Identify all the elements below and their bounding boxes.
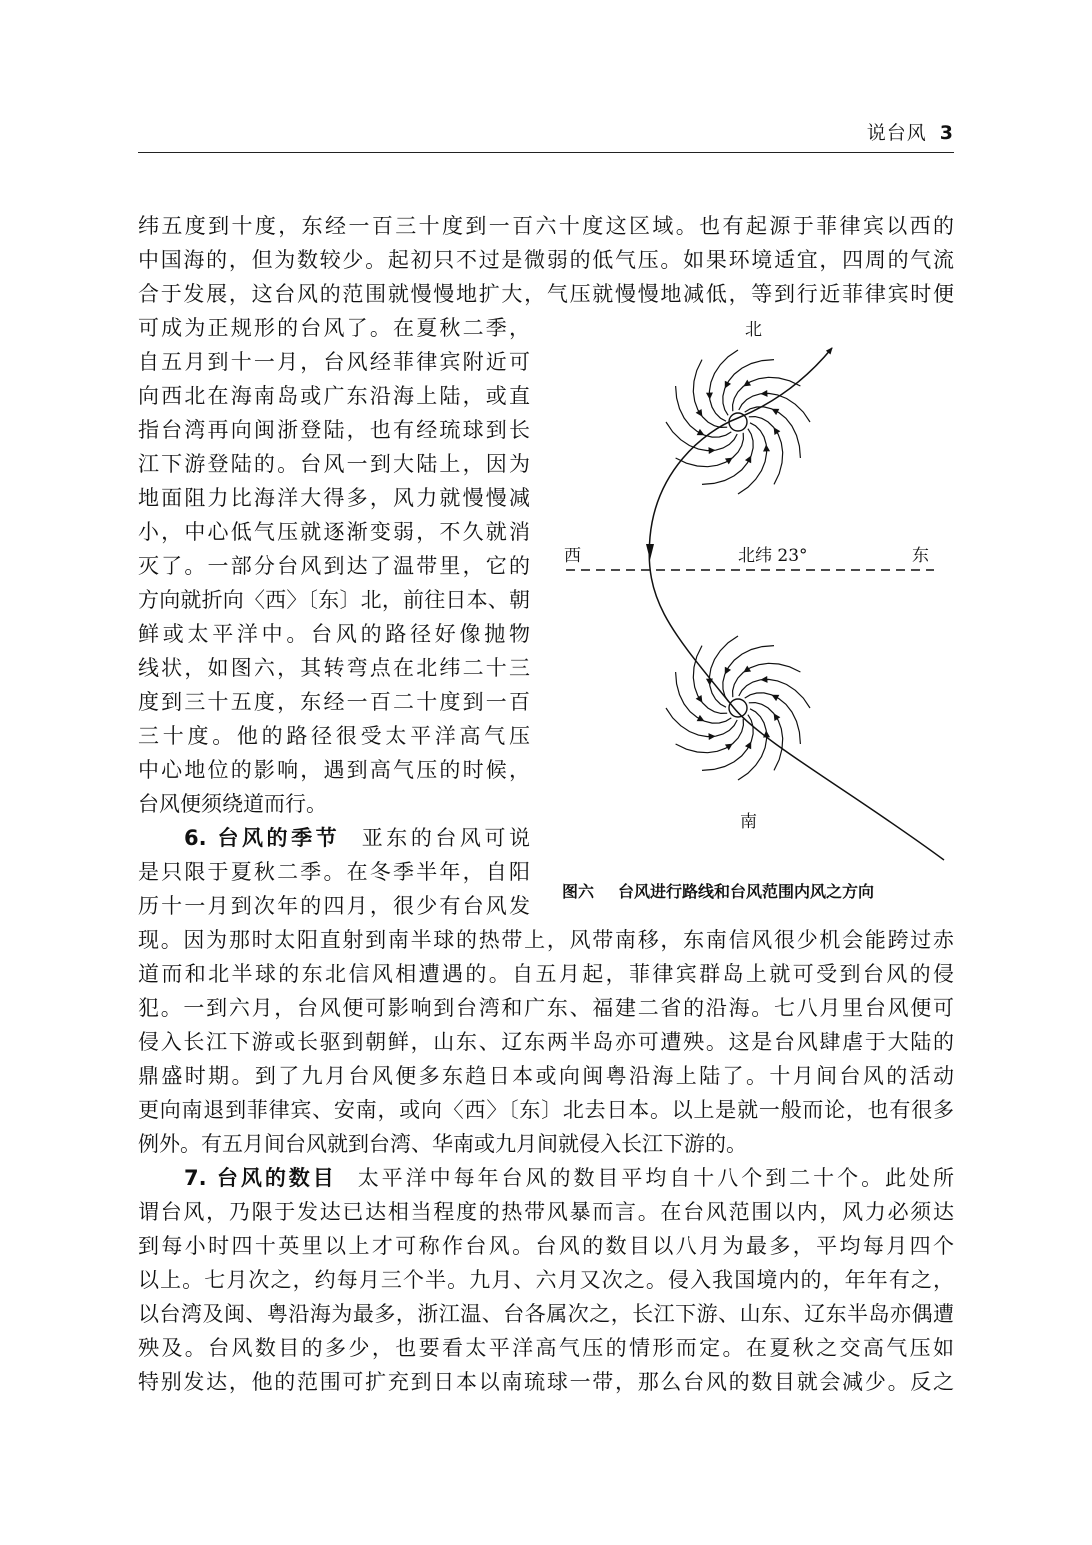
figure-typhoon-path [552,312,954,872]
wind-arrow-icon [708,733,715,740]
body-line: 鼎盛时期。到了九月台风便多东趋日本或向闽粤沿海上陆了。十月间台风的活动 [138,1064,954,1088]
wind-arm [738,423,767,494]
wind-arm [666,422,737,451]
body-line: 台风便须绕道而行。 [138,792,327,816]
track-arrow-icon [646,544,654,560]
wind-arrow-icon [763,730,770,737]
section-6-first-line [138,821,530,855]
wind-arrow-icon [763,444,770,451]
body-line: 历十一月到次年的四月，很少有台风发 [138,894,530,918]
section-7-first-line [138,1161,954,1195]
label-east: 东 [912,546,929,566]
body-line: 江下游登陆的。台风一到大陆上，因为 [138,452,530,476]
body-line: 三十度。他的路径很受太平洋高气压 [138,724,530,748]
wind-arrow-icon [696,695,703,703]
body-line: 是只限于夏秋二季。在冬季半年，自阳 [138,860,530,884]
figure-caption [562,880,954,904]
body-line: 道而和北半球的东北信风相遭遇的。自五月起，菲律宾群岛上就可受到台风的侵 [138,962,954,986]
typhoon-path-diagram [552,312,954,872]
body-line: 可成为正规形的台风了。在夏秋二季， [138,316,530,340]
body-line: 以台湾及闽、粤沿海为最多，浙江温、台各属次之，长江下游、山东、辽东半岛亦偶遭 [138,1302,954,1326]
label-south: 南 [740,812,757,832]
header-title: 说台风 [866,122,927,144]
section-7-heading: 7. 台风的数目 [184,1166,337,1190]
body-line: 更向南退到菲律宾、安南，或向〈西〉〔东〕北去日本。以上是就一般而论，也有很多 [138,1098,954,1122]
body-line: 指台湾再向闽浙登陆，也有经琉球到长 [138,418,530,442]
body-line: 合于发展，这台风的范围就慢慢地扩大，气压就慢慢地减低，等到行近菲律宾时便 [138,282,954,306]
body-line: 地面阻力比海洋大得多，风力就慢慢减 [138,486,530,510]
wind-arrow-icon [774,427,781,435]
header-rule [138,152,954,153]
wind-arrow-icon [743,666,751,673]
body-line: 纬五度到十度，东经一百三十度到一百六十度这区域。也有起源于菲律宾以西的 [138,214,954,238]
label-latitude: 北纬 23° [738,546,808,566]
wind-arm [738,709,767,780]
storm-eye [729,699,747,717]
body-line: 灭了。一部分台风到达了温带里，它的 [138,554,530,578]
body-line: 谓台风，乃限于发达已达相当程度的热带风暴而言。在台风范围以内，风力必须达 [138,1200,954,1224]
storm-south [666,636,810,780]
typhoon-track [649,348,944,860]
wind-arrow-icon [696,409,703,417]
wind-arrow-icon [708,447,715,454]
caption-number: 图六 [562,882,595,901]
body-line: 线状，如图六，其转弯点在北纬二十三 [138,656,530,680]
section-6-heading: 6. 台风的季节 [184,826,341,850]
wind-arm [666,708,737,737]
page-number: 3 [939,122,954,144]
body-line: 度到三十五度，东经一百二十度到一百 [138,690,530,714]
wind-arrow-icon [760,676,767,683]
label-west: 西 [564,546,581,566]
body-line: 中国海的，但为数较少。起初只不过是微弱的低气压。如果环境适宜，四周的气流 [138,248,954,272]
body-line: 到每小时四十英里以上才可称作台风。台风的数目以八月为最多，平均每月四个 [138,1234,954,1258]
body-line: 鲜或太平洋中。台风的路径好像抛物 [138,622,530,646]
body-line: 特别发达，他的范围可扩充到日本以南琉球一带，那么台风的数目就会减少。反之 [138,1370,954,1394]
body-line: 侵入长江下游或长驱到朝鲜，山东、辽东两半岛亦可遭殃。这是台风肆虐于大陆的 [138,1030,954,1054]
body-line: 向西北在海南岛或广东沿海上陆，或直 [138,384,530,408]
wind-arm [739,393,810,422]
storm-north [666,350,810,494]
section-6-text: 亚东的台风可说 [358,826,531,850]
wind-arrow-icon [725,458,733,465]
wind-arrow-icon [743,380,751,387]
wind-arrow-icon [706,392,713,399]
caption-text: 台风进行路线和台风范围内风之方向 [618,882,875,901]
running-header [138,118,954,145]
body-line: 殃及。台风数目的多少，也要看太平洋高气压的情形而定。在夏秋之交高气压如 [138,1336,954,1360]
body-line: 例外。有五月间台风就到台湾、华南或九月间就侵入长江下游的。 [138,1132,747,1156]
label-north: 北 [745,320,762,340]
body-line: 小，中心低气压就逐渐变弱，不久就消 [138,520,530,544]
wind-arrow-icon [774,713,781,721]
body-line: 犯。一到六月，台风便可影响到台湾和广东、福建二省的沿海。七八月里台风便可 [138,996,954,1020]
body-line: 自五月到十一月，台风经菲律宾附近可 [138,350,530,374]
storm-eye [729,413,747,431]
wind-arrow-icon [760,390,767,397]
wind-arrow-icon [725,744,733,751]
body-line: 中心地位的影响，遇到高气压的时候， [138,758,530,782]
body-line: 现。因为那时太阳直射到南半球的热带上，风带南移，东南信风很少机会能跨过赤 [138,928,954,952]
wind-arm [739,679,810,708]
section-7-text: 太平洋中每年台风的数目平均自十八个到二十个。此处所 [354,1166,955,1190]
body-line: 方向就折向〈西〉〔东〕北，前往日本、朝 [138,588,530,612]
body-line: 以上。七月次之，约每月三个半。九月、六月又次之。侵入我国境内的，年年有之， [138,1268,954,1292]
wind-arm [709,350,738,421]
